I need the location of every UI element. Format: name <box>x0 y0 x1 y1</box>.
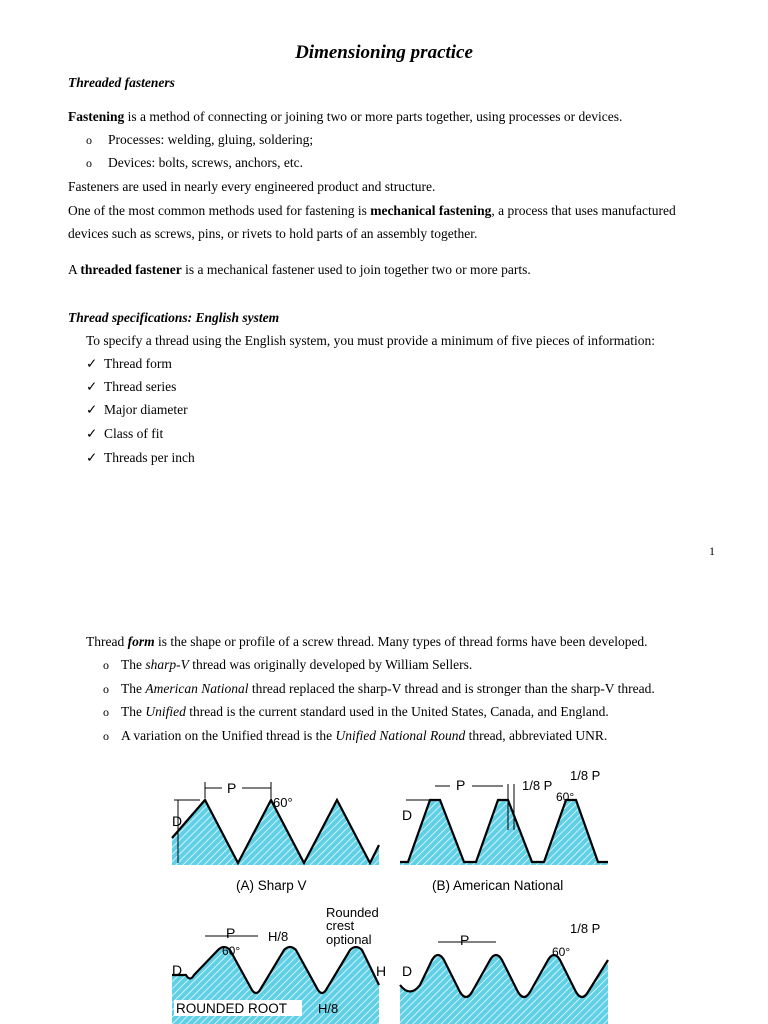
flat-label: 1/8 P <box>570 921 601 936</box>
list-item-text: Thread series <box>104 379 177 394</box>
list-item-text: The <box>121 704 146 719</box>
angle-label: 60° <box>552 945 571 959</box>
checkmark-icon: ✓ <box>86 379 98 394</box>
depth-label: D <box>172 813 183 829</box>
list-item-text: thread replaced the sharp-V thread and is stronger than the sharp-V thread. <box>248 681 655 696</box>
american-national-profile <box>400 800 608 865</box>
thread-forms-figure <box>160 760 620 1024</box>
pitch-label: P <box>226 925 236 941</box>
list-item-text: thread, abbreviated UNR. <box>465 728 608 743</box>
circle-bullet-icon: o <box>103 705 109 719</box>
pitch-label: P <box>227 780 237 796</box>
checkmark-icon: ✓ <box>86 356 98 371</box>
pitch-label: P <box>456 777 466 793</box>
american-national-thread <box>400 768 608 865</box>
paragraph: devices such as screws, pins, or rivets to hold parts of an assembly together. <box>68 226 478 241</box>
paragraph-text: One of the most common methods used for fastening is <box>68 203 371 218</box>
list-item-text: Class of fit <box>104 426 164 441</box>
angle-label: 60° <box>273 795 293 810</box>
list-item-text: Processes: welding, gluing, soldering; <box>108 132 314 147</box>
list-item-text: The <box>121 657 146 672</box>
paragraph-text: is a mechanical fastener used to join together two or more parts. <box>181 262 531 277</box>
circle-bullet-icon: o <box>103 729 109 743</box>
crest-label: crest <box>326 918 355 933</box>
list-item <box>103 657 472 673</box>
section-heading-thread-specifications: Thread specifications: English system <box>68 310 280 325</box>
circle-bullet-icon: o <box>103 658 109 672</box>
list-item <box>86 132 313 148</box>
paragraph-text: A <box>68 262 81 277</box>
checkmark-icon: ✓ <box>86 426 98 441</box>
page-number: 1 <box>709 544 715 558</box>
paragraph <box>68 203 676 219</box>
caption-sharp-v: (A) Sharp V <box>236 878 307 893</box>
fastening-term: Fastening <box>68 109 125 124</box>
list-item <box>86 426 163 442</box>
pitch-label: P <box>460 932 470 948</box>
list-item-emphasis: American National <box>145 681 249 696</box>
list-item <box>86 379 176 395</box>
angle-label: 60° <box>222 944 241 958</box>
circle-bullet-icon: o <box>103 682 109 696</box>
fastening-definition <box>68 109 622 125</box>
list-item <box>86 155 303 171</box>
circle-bullet-icon: o <box>86 156 92 170</box>
list-item-text: thread is the current standard used in the United States, Canada, and England. <box>185 704 609 719</box>
paragraph-bold: threaded fastener <box>80 262 182 277</box>
list-item <box>86 356 172 372</box>
list-item-text: Threads per inch <box>104 450 195 465</box>
unr-thread <box>400 921 608 1024</box>
depth-label: D <box>402 963 413 979</box>
list-item-text: Major diameter <box>104 402 188 417</box>
paragraph-text: is the shape or profile of a screw thread. Many types of thread forms have been developed. <box>154 634 648 649</box>
checkmark-icon: ✓ <box>86 450 98 465</box>
section-heading-threaded-fasteners: Threaded fasteners <box>68 75 175 90</box>
caption-american-national: (B) American National <box>432 878 564 893</box>
list-item <box>103 681 655 697</box>
depth-label: D <box>402 807 413 823</box>
list-item-text: thread was originally developed by William Sellers. <box>188 657 473 672</box>
list-item <box>86 402 188 418</box>
paragraph-bold: mechanical fastening <box>370 203 492 218</box>
list-item <box>103 704 609 720</box>
flat-label: 1/8 P <box>522 778 553 793</box>
checkmark-icon: ✓ <box>86 402 98 417</box>
list-item-text: The <box>121 681 146 696</box>
height-label: H <box>376 963 387 979</box>
list-item-text: Devices: bolts, screws, anchors, etc. <box>108 155 303 170</box>
unified-thread <box>172 905 386 1024</box>
crest-label: Rounded <box>326 905 379 920</box>
list-item-emphasis: sharp-V <box>145 657 189 672</box>
list-item-emphasis: Unified National Round <box>335 728 466 743</box>
root-label: ROUNDED ROOT <box>176 1001 287 1016</box>
paragraph-text: , a process that uses manufactured <box>491 203 676 218</box>
crest-label: optional <box>326 932 372 947</box>
flat-label: 1/8 P <box>570 768 601 783</box>
fastening-text: is a method of connecting or joining two or more parts together, using processes or devices. <box>124 109 623 124</box>
paragraph <box>68 262 531 278</box>
paragraph-emphasis: form <box>127 634 155 649</box>
list-item-emphasis: Unified <box>145 704 186 719</box>
paragraph-thread-form <box>86 634 648 650</box>
height-label: H/8 <box>318 1001 339 1016</box>
angle-label: 60° <box>556 790 575 804</box>
list-item-text: Thread form <box>104 356 172 371</box>
depth-label: D <box>172 962 183 978</box>
list-item <box>86 450 195 466</box>
sharp-v-thread <box>172 780 379 865</box>
spec-intro: To specify a thread using the English system, you must provide a minimum of five pieces of information: <box>86 333 655 348</box>
paragraph: Fasteners are used in nearly every engineered product and structure. <box>68 179 436 194</box>
list-item <box>103 728 607 744</box>
paragraph-text: Thread <box>86 634 128 649</box>
page-title: Dimensioning practice <box>295 42 473 63</box>
height-label: H/8 <box>268 929 289 944</box>
list-item-text: A variation on the Unified thread is the <box>121 728 336 743</box>
circle-bullet-icon: o <box>86 133 92 147</box>
